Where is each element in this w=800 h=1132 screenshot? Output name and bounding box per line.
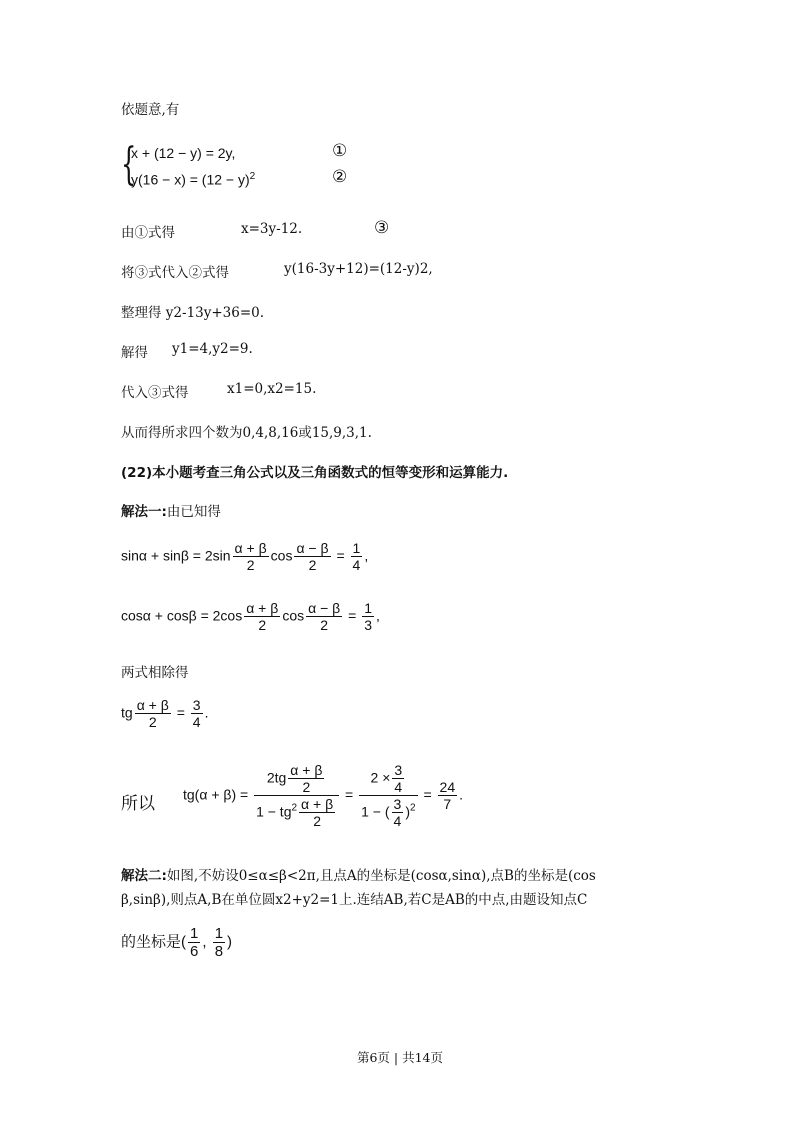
equation-1: x + (12 − y) = 2y,: [131, 145, 236, 161]
step-4-expr: y1=4,y2=9.: [172, 341, 253, 357]
equation-2: $y(16 - x) = (12 - y)^2$: [131, 171, 256, 188]
step-1-mark: ③: [374, 218, 390, 238]
method-1-text: 由已知得: [166, 504, 221, 520]
method-2-line-2: β,sinβ),则点A,B在单位圆x2+y2=1上.连结AB,若C是AB的中点,由题设知点C: [121, 892, 588, 908]
method-1-label: 解法一:: [121, 504, 167, 520]
formula-sin: sinα + sinβ = 2sin $\frac{\alpha + \beta}{2}$ cos $\frac{\alpha - \beta}{2}$ = $\frac{1}{4}$ ,: [121, 540, 369, 574]
q22-heading: (22)本小题考查三角公式以及三角函数式的恒等变形和运算能力.: [121, 465, 509, 481]
formula-tg: tg $\frac{\alpha + \beta}{2}$ = $\frac{3}{4}$ .: [121, 697, 209, 731]
step-2-expr: y(16-3y+12)=(12-y)2,: [284, 261, 433, 277]
equation-1-mark: ①: [332, 141, 348, 161]
step-5-label: 代入③式得: [121, 385, 189, 401]
brace: {: [121, 139, 137, 190]
step-5-expr: x1=0,x2=15.: [227, 381, 317, 397]
page-footer: 第6页 | 共14页: [356, 1050, 444, 1065]
coordinate-line: 的坐标是( $\frac{1}{6}$ , $\frac{1}{8}$ ): [121, 925, 233, 961]
method-2-line-1: 解法二:如图,不妨设0≤α≤β<2π,且点A的坐标是(cosα,sinα),点B的坐标是(cos: [121, 868, 596, 884]
intro-text: 依题意,有: [121, 102, 180, 118]
step-3-text: 整理得 y2-13y+36=0.: [121, 305, 265, 321]
divide-text: 两式相除得: [121, 665, 189, 681]
equation-2-mark: ②: [332, 167, 348, 187]
conclusion-text: 从而得所求四个数为0,4,8,16或15,9,3,1.: [121, 425, 372, 441]
step-1-label: 由①式得: [121, 225, 175, 241]
method-1-line: [121, 500, 221, 520]
final-label: 所以: [121, 794, 155, 814]
method-2-label: 解法二:: [121, 868, 167, 884]
formula-cos: cosα + cosβ = 2cos $\frac{\alpha + \beta}{2}$ cos $\frac{\alpha - \beta}{2}$ = $\frac{1}{3}$ ,: [121, 600, 380, 634]
step-2-label: 将③式代入②式得: [121, 265, 229, 281]
step-4-label: 解得: [121, 345, 148, 361]
formula-final: tg(α + β) = 2tg $\frac{\alpha + \beta}{2}$ $1 - tg^2$ $\frac{\alpha + \beta}{2}$ = 2 × $\frac{3}{4}$ 1 − ( $\frac{3}{4}$ )$^2$ = $\frac{24}{7}$ .: [183, 762, 463, 830]
step-1-expr: x=3y-12.: [241, 221, 303, 237]
